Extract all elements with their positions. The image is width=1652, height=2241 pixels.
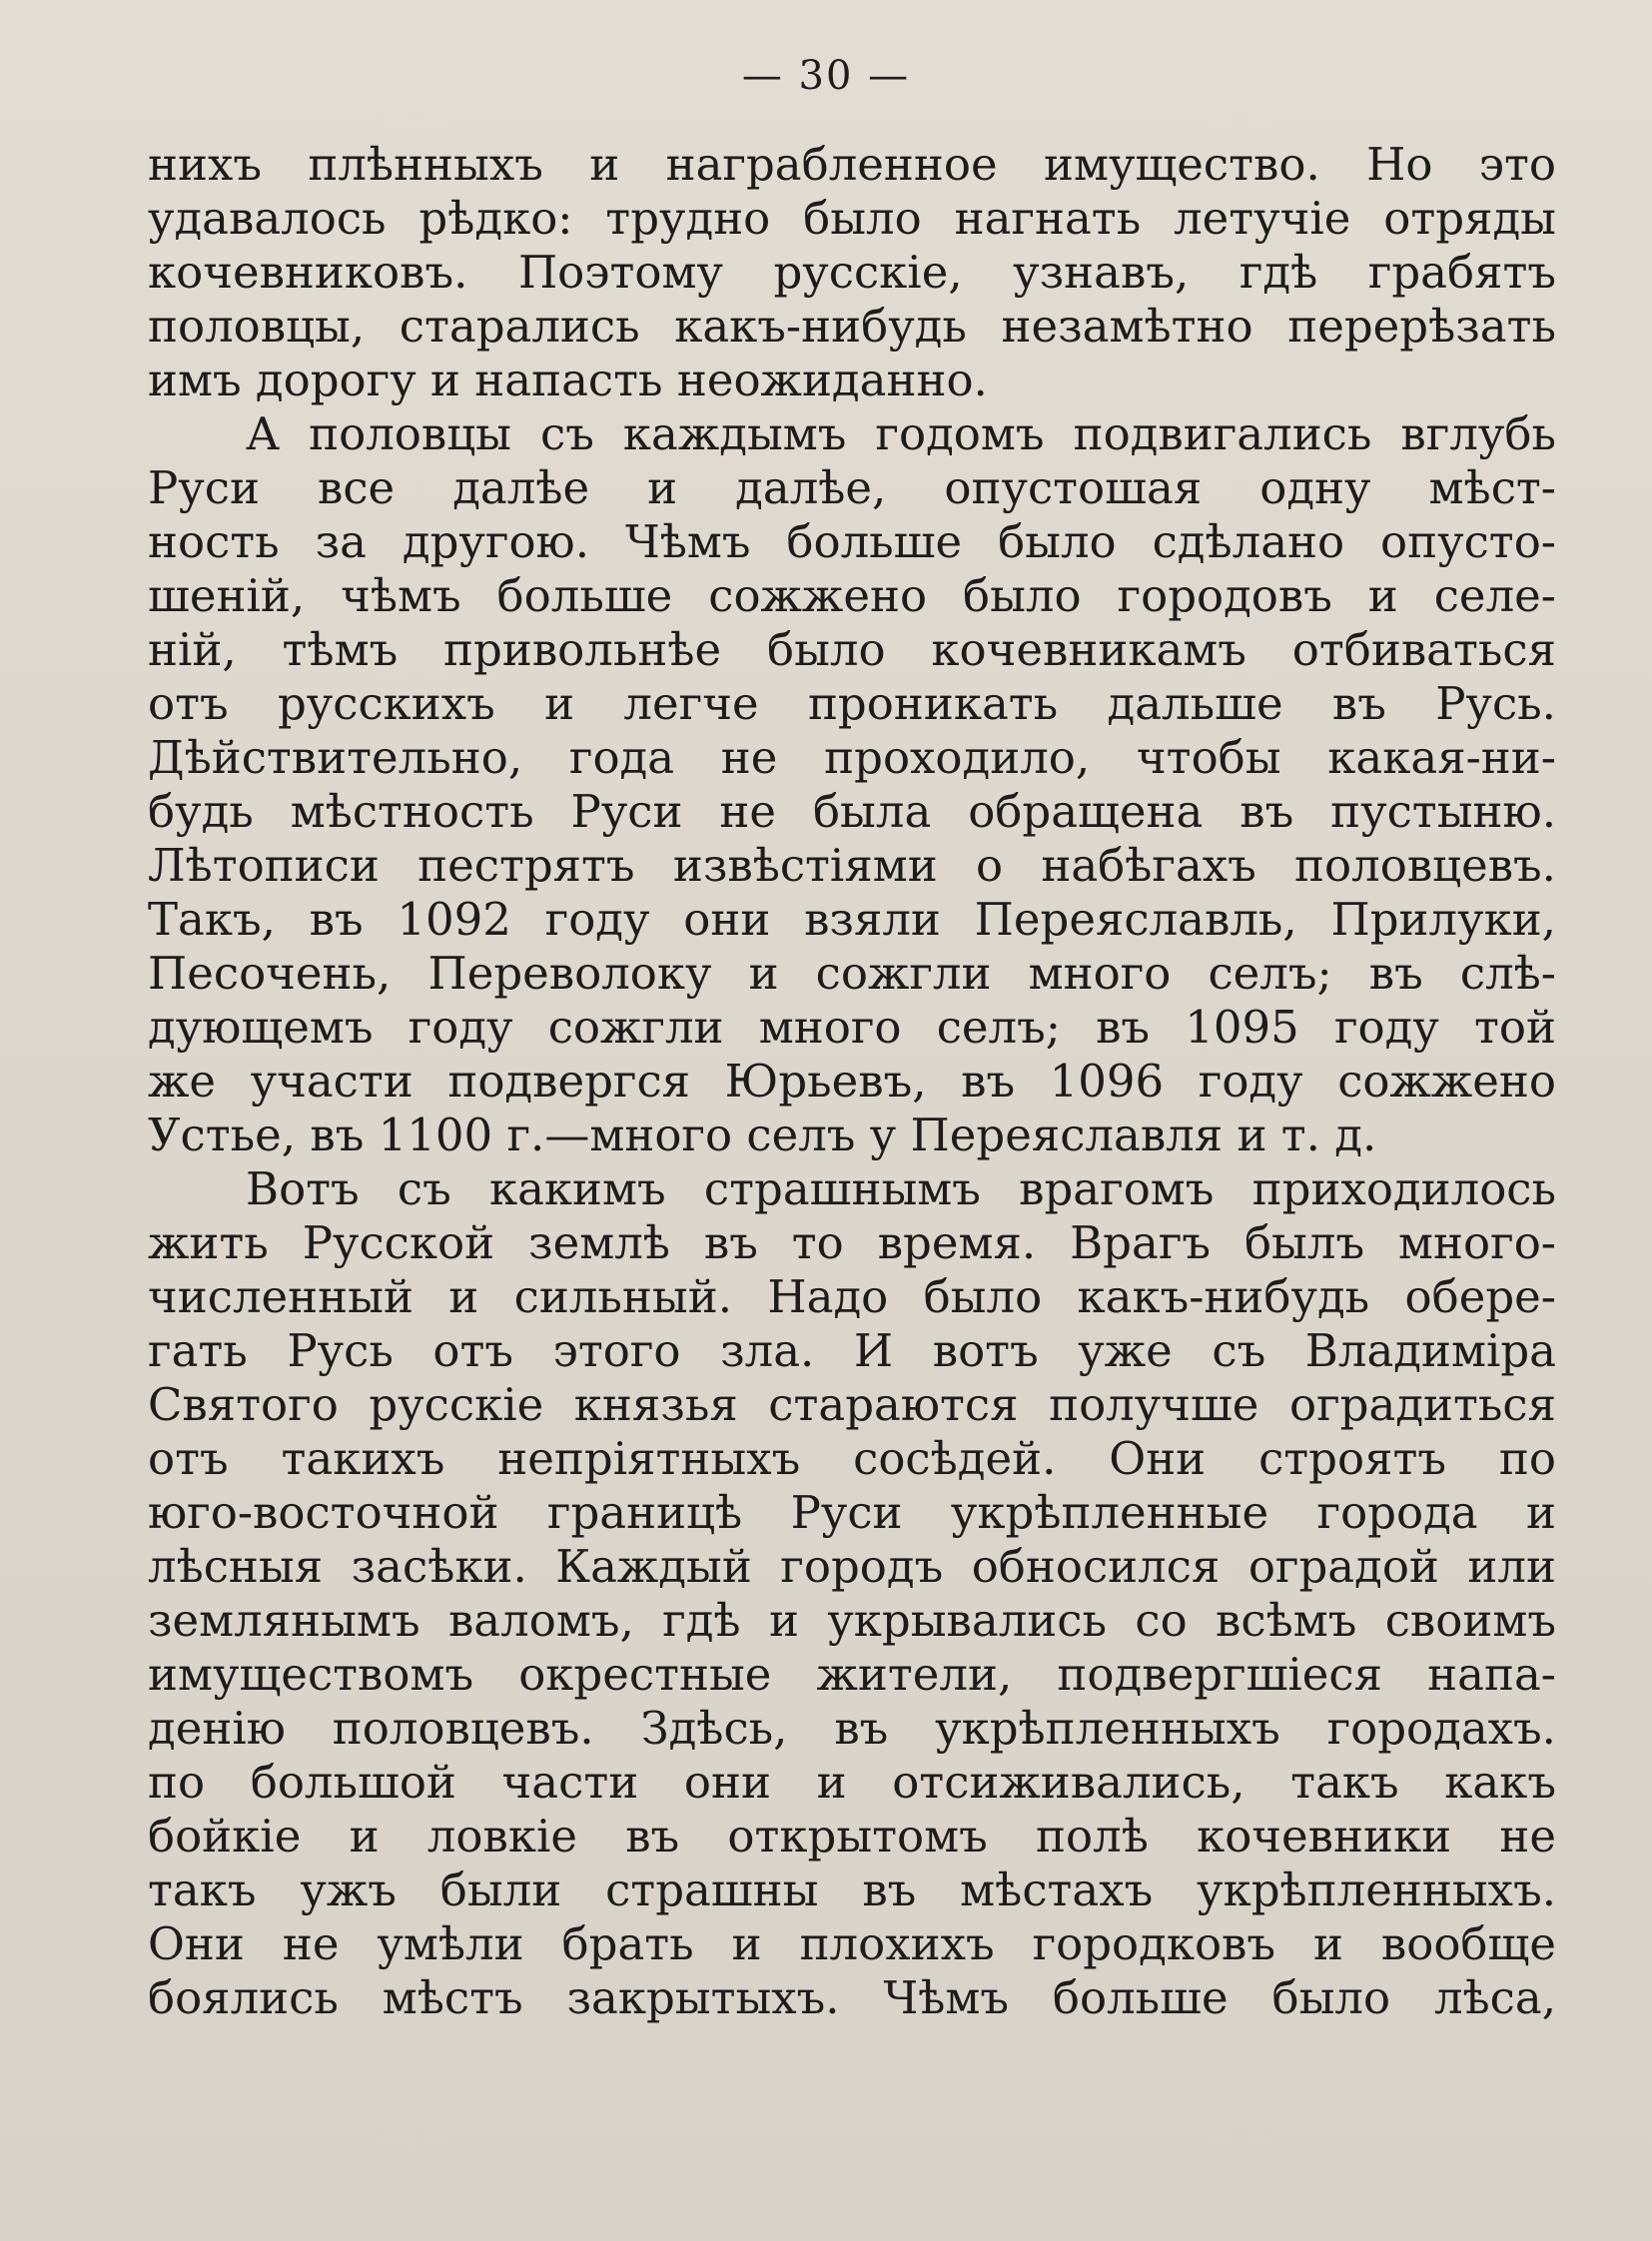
text-line: ній, тѣмъ привольнѣе было кочевникамъ отбиваться (148, 623, 1556, 676)
text-line: шеній, чѣмъ больше сожжено было городовъ и селе- (148, 569, 1556, 622)
text-line: такъ ужъ были страшны въ мѣстахъ укрѣпленныхъ. (148, 1864, 1556, 1916)
text-line: юго-восточной границѣ Руси укрѣпленные города и (148, 1486, 1556, 1539)
page-number: — 30 — (741, 53, 911, 99)
text-line: Святого русскіе князья стараются получше оградиться (148, 1378, 1556, 1431)
text-line: численный и сильный. Надо было какъ-нибудь обере- (148, 1270, 1556, 1323)
text-line: удавалось рѣдко: трудно было нагнать летучіе отряды (148, 192, 1556, 245)
text-line: Такъ, въ 1092 году они взяли Переяславль, Прилуки, (148, 893, 1556, 946)
text-line: отъ русскихъ и легче проникать дальше въ Русь. (148, 677, 1556, 730)
text-line: нихъ плѣнныхъ и награбленное имущество. Но это (148, 138, 1556, 191)
text-line: ность за другою. Чѣмъ больше было сдѣлано опусто- (148, 515, 1556, 568)
text-line: Дѣйствительно, года не проходило, чтобы какая-ни- (148, 731, 1556, 784)
text-line: Они не умѣли брать и плохихъ городковъ и вообще (148, 1917, 1556, 1970)
text-line: по большой части они и отсиживались, такъ какъ (148, 1756, 1556, 1809)
text-line: дующемъ году сожгли много селъ; въ 1095 году той (148, 1001, 1556, 1054)
text-line: половцы, старались какъ-нибудь незамѣтно перерѣзать (148, 300, 1556, 353)
text-line: имъ дорогу и напасть неожиданно. (148, 354, 988, 406)
text-line: А половцы съ каждымъ годомъ подвигались вглубь (246, 407, 1556, 460)
text-line: Песочень, Переволоку и сожгли много селъ; въ слѣ- (148, 947, 1556, 1000)
text-line: Руси все далѣе и далѣе, опустошая одну мѣст- (148, 461, 1556, 514)
text-line: землянымъ валомъ, гдѣ и укрывались со всѣмъ своимъ (148, 1594, 1556, 1647)
text-line: Вотъ съ какимъ страшнымъ врагомъ приходилось (246, 1162, 1556, 1215)
text-line: кочевниковъ. Поэтому русскіе, узнавъ, гдѣ грабятъ (148, 246, 1556, 299)
text-line: будь мѣстность Руси не была обращена въ пустыню. (148, 785, 1556, 838)
text-line: жить Русской землѣ въ то время. Врагъ былъ много- (148, 1216, 1556, 1269)
text-line: отъ такихъ непріятныхъ сосѣдей. Они строятъ по (148, 1432, 1556, 1485)
text-line: лѣсныя засѣки. Каждый городъ обносился оградой или (148, 1540, 1556, 1593)
text-line: имуществомъ окрестные жители, подвергшіеся напа- (148, 1648, 1556, 1701)
body-text (148, 138, 1556, 2025)
text-line: же участи подвергся Юрьевъ, въ 1096 году сожжено (148, 1055, 1556, 1108)
text-line: Устье, въ 1100 г.—много селъ у Переяславля и т. д. (148, 1109, 1377, 1161)
text-line: Лѣтописи пестрятъ извѣстіями о набѣгахъ половцевъ. (148, 839, 1556, 892)
text-line: гать Русь отъ этого зла. И вотъ уже съ Владиміра (148, 1324, 1556, 1377)
text-line: боялись мѣстъ закрытыхъ. Чѣмъ больше было лѣса, (148, 1971, 1556, 2024)
text-line: бойкіе и ловкіе въ открытомъ полѣ кочевники не (148, 1810, 1556, 1863)
text-line: денію половцевъ. Здѣсь, въ укрѣпленныхъ городахъ. (148, 1702, 1556, 1755)
